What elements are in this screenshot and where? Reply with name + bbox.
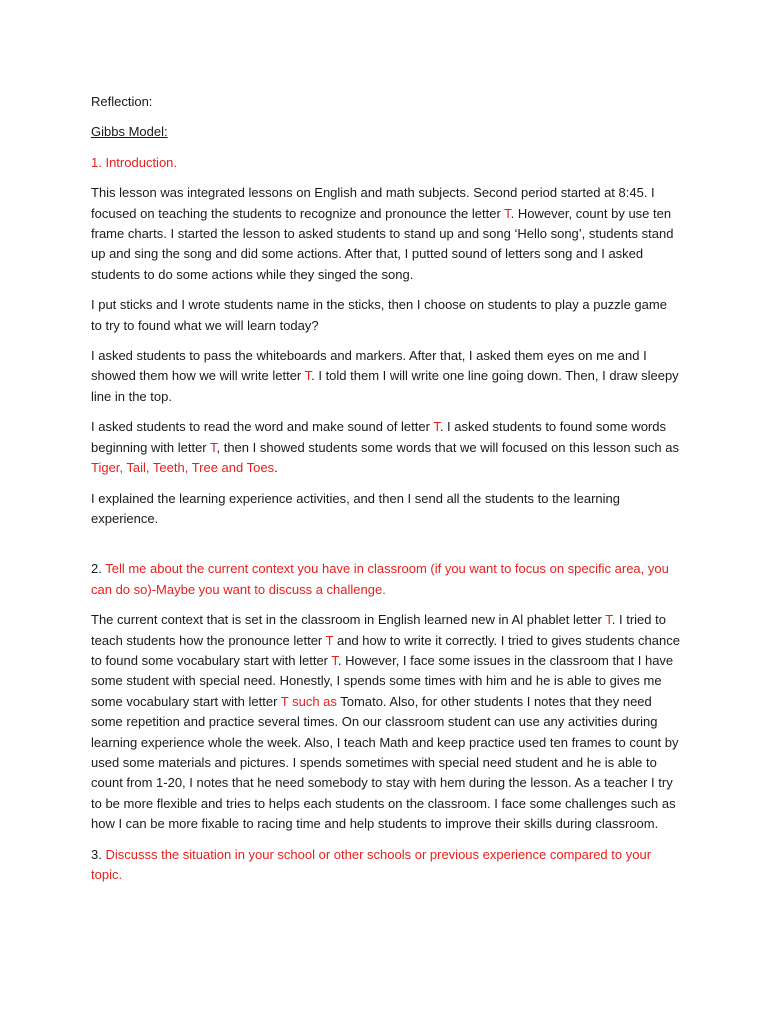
paragraph-text: . I asked students to found some words beginning with letter: [91, 419, 666, 455]
paragraph-text: This lesson was integrated lessons on English and math subjects. Second period started at 8:45. I focused on teaching the students to recognize and pronounce the letter: [91, 185, 655, 221]
section-1-paragraph-4: [91, 417, 681, 478]
section-3-heading: [91, 845, 681, 886]
highlighted-text: T: [605, 612, 612, 628]
paragraph-text: . However, I face some issues in the classroom that I have some student with special need. Honestly, I spends some times with him and he is able to gives me some vocabulary start with letter: [91, 652, 674, 709]
section-2-title: Tell me about the current context you have in classroom (if you want to focus on specific area, you can do so)-Maybe you want to discuss a challenge.: [91, 561, 669, 597]
document-body: [91, 92, 681, 895]
gibbs-model-title: Gibbs Model:: [91, 124, 168, 140]
paragraph-text: I asked students to pass the whiteboards and markers. After that, I asked them eyes on me and I showed them how we will write letter: [91, 348, 647, 384]
paragraph-text: , then I showed students some words that we will focused on this lesson such as: [216, 439, 679, 455]
section-2-number: 2.: [91, 561, 106, 577]
highlighted-text: Tiger, Tail, Teeth, Tree and Toes: [91, 460, 275, 476]
paragraph-text: I asked students to read the word and make sound of letter: [91, 419, 434, 435]
section-1-heading: [91, 153, 681, 173]
section-1-number: 1.: [91, 154, 106, 170]
section-3-number: 3.: [91, 846, 106, 862]
section-1-title: Introduction.: [105, 154, 178, 170]
highlighted-text: T such as: [280, 693, 337, 709]
paragraph-text: .: [274, 460, 278, 476]
highlighted-text: T: [325, 632, 334, 648]
paragraph-text: . However, count by use ten frame charts. I started the lesson to asked students to stand up and song ‘Hello song’, students stand up and sing the song and did some actions. After that, I putted sound of letters song and I asked students to do some actions while they singed the song.: [91, 205, 674, 282]
section-1-paragraph-5: [91, 489, 681, 530]
highlighted-text: T: [504, 205, 511, 221]
section-3-title: Discusss the situation in your school or other schools or previous experience compared to your topic.: [91, 846, 652, 882]
section-1-paragraph-3: [91, 346, 681, 407]
paragraph-text: Tomato. Also, for other students I notes that they need some repetition and practice several times. On our classroom student can use any activities during learning experience whole the week. Also, I teach Math and keep practice used ten frames to count by used some materials and pictures. I spends sometimes with special need student and he is able to count from 1-20, I notes that he need somebody to stay with hem during the lesson. As a teacher I try to be more flexible and tries to helps each students on the classroom. I face some challenges such as how I can be more fixable to racing time and help students to improve their skills during classroom.: [91, 693, 679, 832]
paragraph-text: and how to write it correctly. I tried to gives students chance to found some vocabulary start with letter: [91, 632, 680, 668]
section-spacer: [91, 539, 681, 559]
paragraph-text: . I told them I will write one line going down. Then, I draw sleepy line in the top.: [91, 368, 679, 404]
highlighted-text: T: [433, 419, 440, 435]
highlighted-text: T: [304, 368, 312, 384]
paragraph-text: I put sticks and I wrote students name in the sticks, then I choose on students to play a puzzle game to try to found what we will learn today?: [91, 297, 667, 333]
highlighted-text: T: [331, 652, 338, 668]
section-2-heading: [91, 559, 681, 600]
section-1-paragraph-1: [91, 183, 681, 285]
section-2-paragraph-1: [91, 610, 681, 834]
highlighted-text: T: [210, 439, 217, 455]
section-1-paragraph-2: [91, 295, 681, 336]
paragraph-text: . I tried to teach students how the pronounce letter: [91, 612, 666, 648]
reflection-title: Reflection:: [91, 94, 153, 109]
paragraph-text: The current context that is set in the classroom in English learned new in Al phablet letter: [91, 612, 606, 628]
paragraph-text: I explained the learning experience activities, and then I send all the students to the learning experience.: [91, 490, 621, 526]
